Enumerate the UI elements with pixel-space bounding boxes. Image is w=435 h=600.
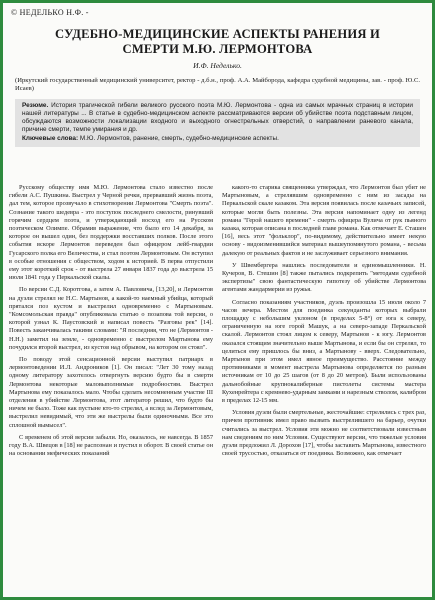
body-columns — [9, 184, 426, 597]
abstract-box — [15, 99, 420, 147]
abstract-label: Резюме. — [22, 101, 49, 109]
paragraph: По поводу этой сенсационной версии выступил патриарх в лермонтоведении И.Л. Андроников [1]. Он писал: "Лет 30 тому назад одному литератору захотелось отвергнуть версию будто бы в смерти Лермонтова некоторые маловыполнимые подробностям. Выстрел Мартынова ему показалось мало. Чтобы сделать несомненным участие III отделения в убийстве Лермонтова, этот литератор решил, что будто бы ничем не было. Тоже как пустыне кто-то стрелял, а вслед за Лермонтовым, выстрелил невидимый, что эти же выстрелы были одиночными. Все это сплошной вымысел". — [9, 356, 213, 429]
copyright-notice: © НЕДЕЛЬКО Н.Ф. - — [11, 8, 89, 17]
article-title — [9, 27, 426, 57]
keywords-label: Ключевые слова: — [22, 134, 79, 142]
paragraph: Условия дуэли были смертельные, жесточайшие: стрелялись с трех раз, причем противник имел право вызвать выстрелившего на барьер, очутки считались за выстрел. Условия эти можно не соответствовали известным нам сведениям по ним Условия. Существуют версии, что тяжелые условия дуэли предложил Л. Дорохов [17], чтобы заставить Мартынова, известного своей трусостью, отказаться от поединка. Возможно, как отмечает — [222, 409, 426, 458]
title-line-2: СМЕРТИ М.Ю. ЛЕРМОНТОВА — [122, 42, 313, 56]
keywords-text: М.Ю. Лермонтов, ранение, смерть, судебно-медицинские аспекты. — [79, 134, 279, 142]
authors: И.Ф. Неделько. — [193, 61, 242, 70]
paragraph: Согласно показаниям участников, дуэль произошла 15 июля около 7 часов вечера. Местом для поединка секунданты которых выбрали площадку с небольшим уклоном (в пределах 5-8°) от юга к северу, ограниченную на юге горой Машук, а на северо-западе Перкальской скалой. Лермонтов стоял лицом к северу, Мартынов - к югу. Лермонтов оказался стоящим значительно выше Мартынова, и если бы он стрелял, то целиться ему пришлось бы вниз, а Мартынову - вверх. Следовательно, Мартынов при этом имел явное преимущество. Расстояние между противниками в момент выстрела Мартынова определяется по разным источникам от 10 до 25 шагов (от 8 до 20 метров). Были использованы дальнобойные крупнокалиберные пистолеты системы мастера Кухенрейтера с кремнево-ударным замками и нарезным стволом, калибром в пределах 12-15 мм. — [222, 298, 426, 405]
paragraph: С временем об этой версии забыли. Но, оказалось, не навсегда. В 1857 году В.А. Швецов в [18] не распознан и пустил в оборот. В своей статье он на основании мефических показаний — [9, 433, 213, 458]
title-line-1: СУДЕБНО-МЕДИЦИНСКИЕ АСПЕКТЫ РАНЕНИЯ И — [55, 27, 380, 41]
paragraph: По версии С.Д. Коротгова, а затем А. Павловича, [13,20], и Лермонтов на дуэли стрелял не Н.С. Мартынов, а какой-то наемный убийца, который прятался поз кустом и выстрелил одновременно с Мартыновым. "Комсомольская правда" опубликовала статью о позапова той версии, о которой узнал К. Паустовский и написал повесть "Разговы рек" [14]. Повесть заканчивалась такими словами: "Я последняя, что не (Лермонтов - Н.Н.) заметил на земле, - одновременно с выстрелом Мартынова ему почудился второй выстрел, из кустов над обрывом, на котором он стоял". — [9, 286, 213, 351]
paragraph: Русскому обществу имя М.Ю. Лермонтова стало известно после гибели А.С. Пушкина. Выстрел у Черной речки, прервавший жизнь поэта, дал тем, которое прозвучало в стихотворении Лермонтова "Смерть поэта". Сознание такого шедевра - это поступок последнего смелости, ринувший горячим сердцем поэта, и утверждающий восход его на Русском поэтическом Олимпе. Обрамив выражение, что было его 14 декабря, за которое он вышел один, без поддержки восставших полков. После этого события вскоре Лермонтов переведен был офицером лейб-гвардии Гусарского полка его Величества, и стал поэтом Лермонтовым. Он вступил в особые отношения с обществом, ходом к историей. В перва отпустили ему этот короткий срок - от выстрела 27 января 1837 года до выстрела 15 июля 1841 года у Перкальской скалы. — [9, 184, 213, 282]
right-column — [222, 184, 426, 597]
paragraph: У Швембергера нашлись последователи и единомышленники. Н. Кучеров, В. Стешин [8] также пытались подкрепить "методами судебной экспертизы" свою фантастическую гипотезу об убийстве Лермонтова агентами жандармерии из ружья. — [222, 261, 426, 294]
paragraph: какого-то старика священника утверждал, что Лермонтов был убит не Мартыновым, а стрелявшим одновременно с ним из засады на Перкальской скале казаком. Эта версия появилась после казачьих записей, которые могли быть полезны. Эта версия напоминает одну из легенд романа "Герой нашего времени" - смерть офицера Вулича от рук пьяного казака, которая описана в последней главе романа. Как отмечает Е. Сташен [16], весь этот "фольклор", по-видимому, действительно имеет некую основу - видоизменившийся материал вышеупомянутого романа, - весьма далекую от реальных фактов и не заслуживает серьезного внимания. — [222, 184, 426, 257]
left-column — [9, 184, 213, 597]
abstract-text: История трагической гибели великого русского поэта М.Ю. Лермонтова - одна из самых мрачных страниц в истории нашей литературы ... В статье в судебно-медицинском аспекте рассматриваются версии об убийстве поэта подставным лицом, обсуждаются возможности локализации входного и выходного огнестрельных отверстий, о направлении раневого канала, причине смерти, темпе умирания и др. — [22, 101, 413, 134]
affiliation: (Иркутский государственный медицинский университет, ректор - д.б.н., проф. А.А. Майборода, кафедра судебной медицины, зав. - проф. Ю.С. Исаев) — [15, 77, 420, 93]
